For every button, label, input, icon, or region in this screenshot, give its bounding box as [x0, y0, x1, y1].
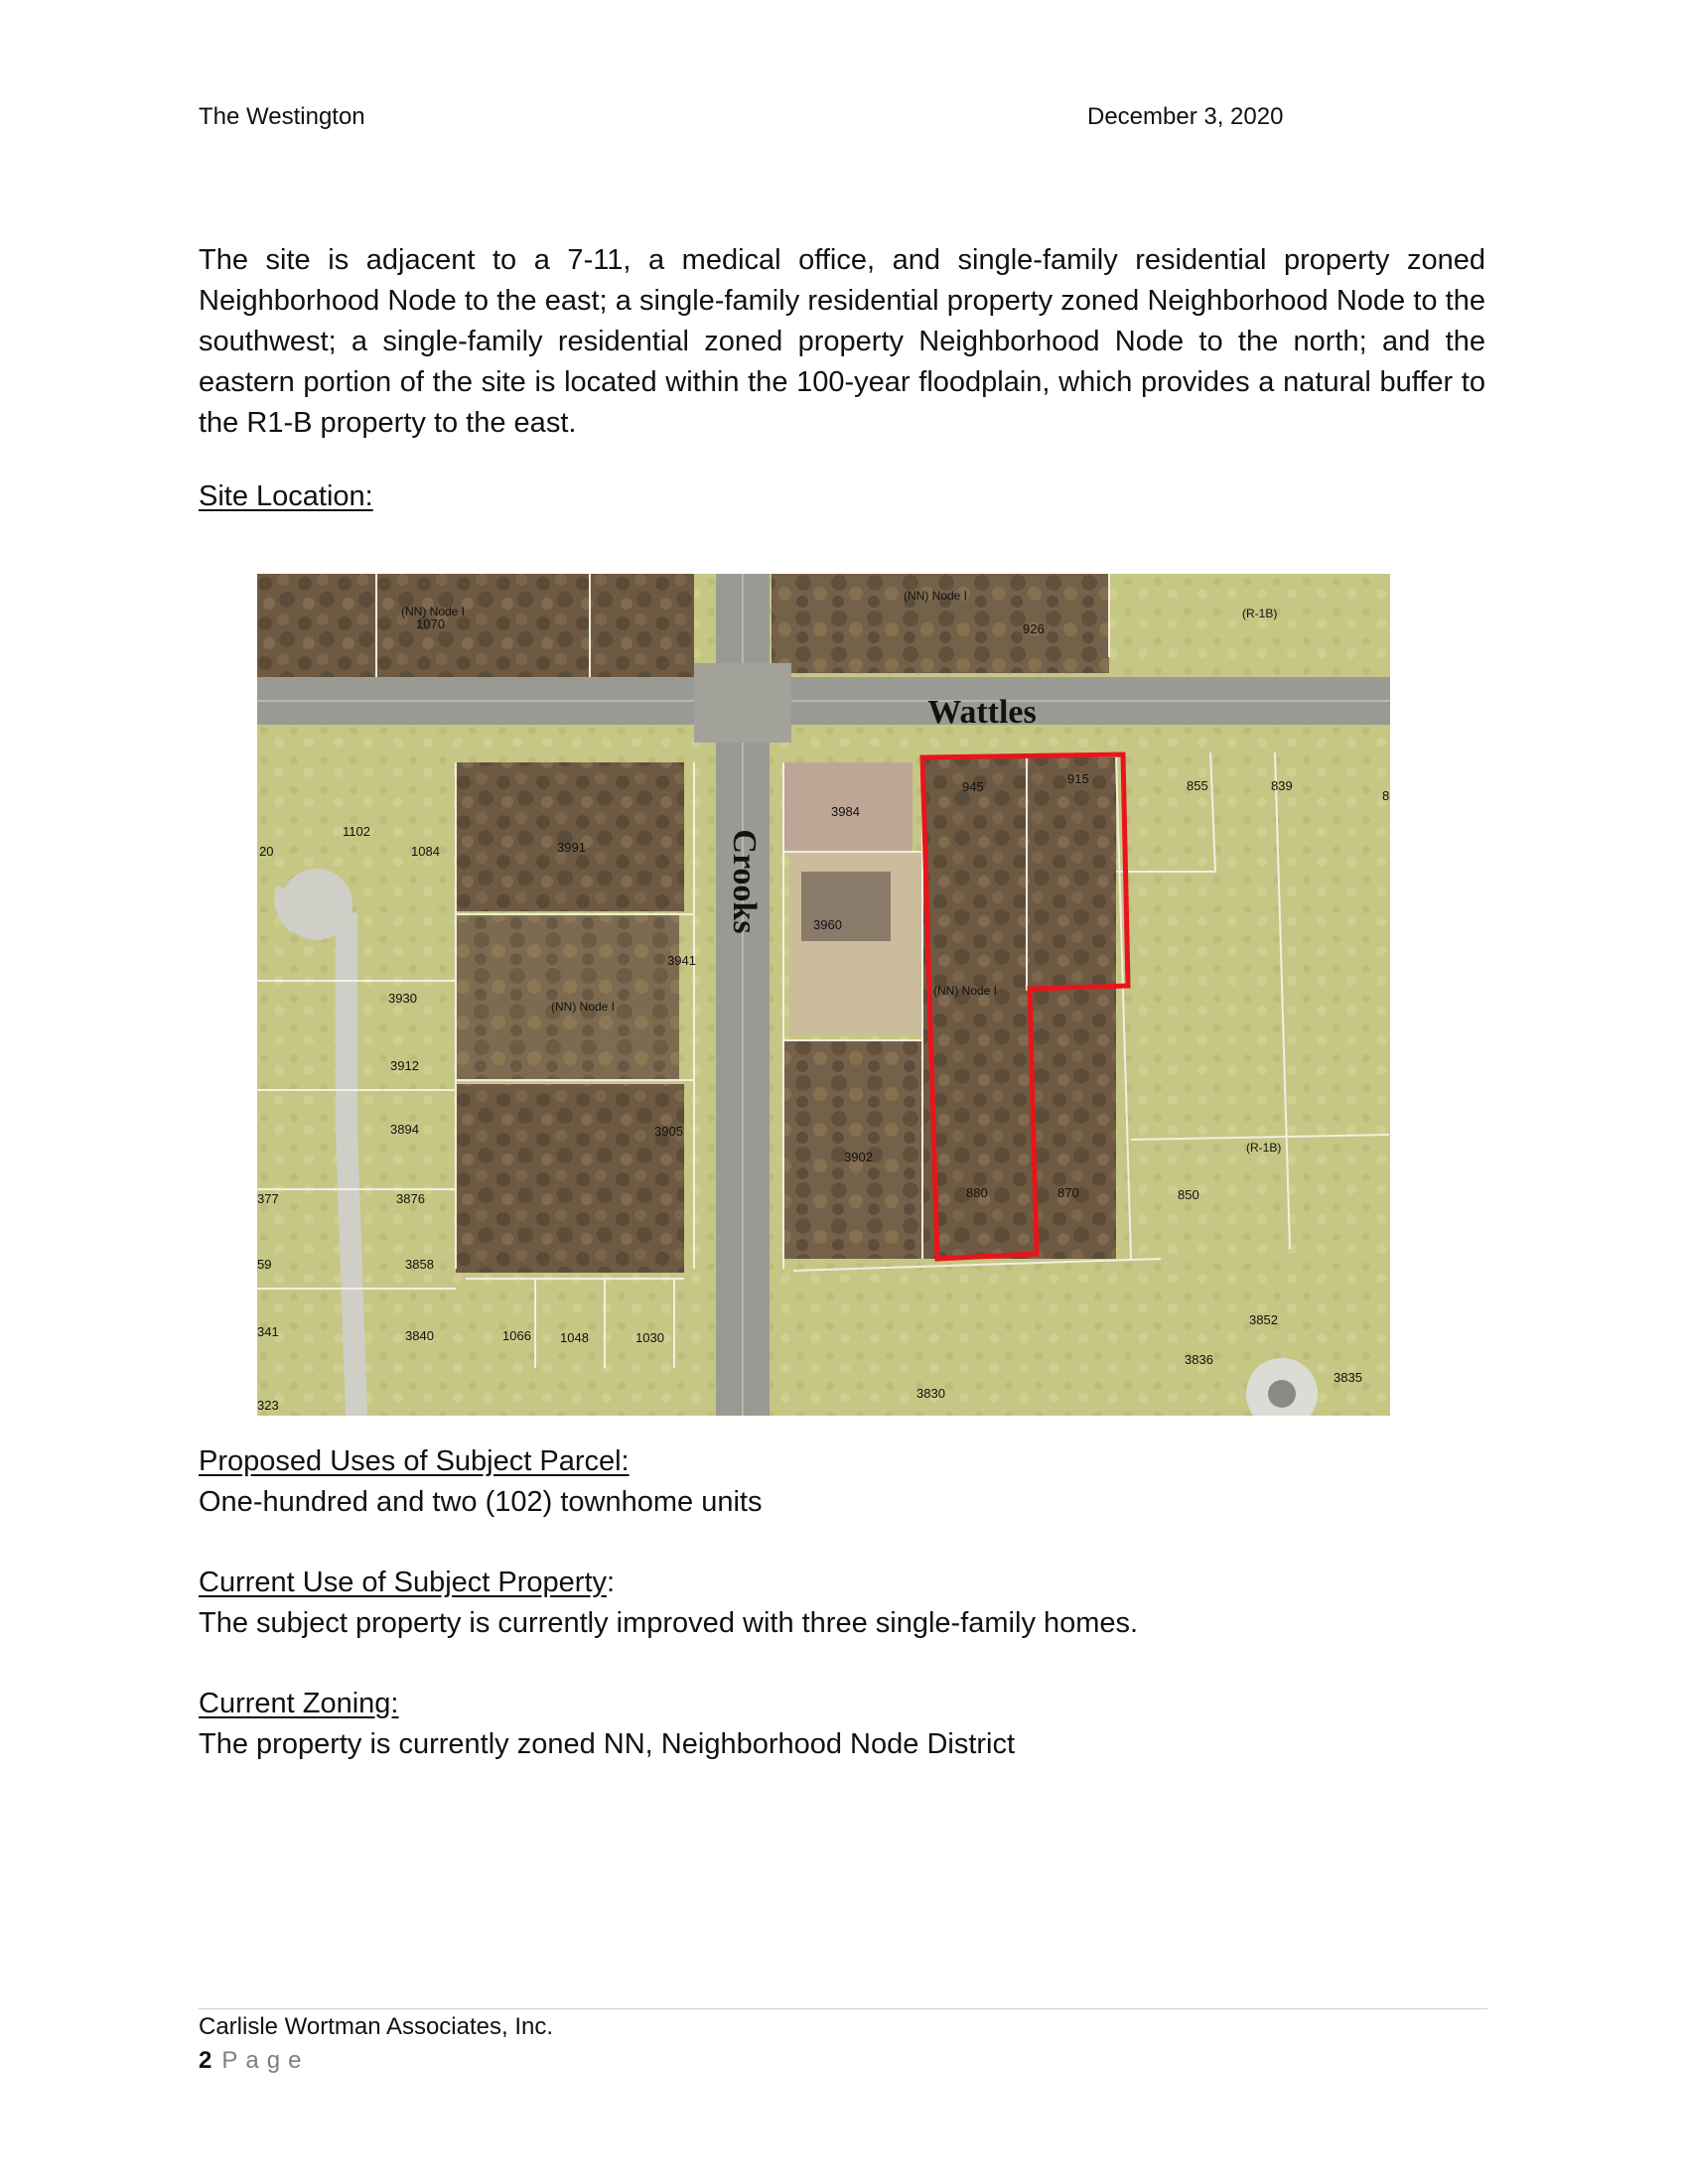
parcel-number: 915 — [1067, 771, 1089, 786]
street-label-wattles: Wattles — [927, 694, 1037, 731]
current-zoning-label: Current Zoning: — [199, 1688, 399, 1719]
current-use-text: The subject property is currently improved with three single-family homes. — [199, 1607, 1139, 1639]
parcel-number: 1066 — [502, 1328, 531, 1343]
parcel-number: 1030 — [635, 1330, 664, 1345]
zoning-label: (NN) Node I — [933, 984, 998, 998]
parcel-number: 839 — [1271, 778, 1293, 793]
proposed-uses-text: One-hundred and two (102) townhome units — [199, 1486, 763, 1518]
parcel-number: 3941 — [667, 953, 696, 968]
parcel-number: 1084 — [411, 844, 440, 859]
footer-company: Carlisle Wortman Associates, Inc. — [199, 2013, 554, 2040]
zoning-label: (NN) Node I — [904, 589, 968, 603]
current-use-label: Current Use of Subject Property — [199, 1567, 608, 1598]
parcel-number: 926 — [1023, 621, 1045, 636]
parcel-number: 3984 — [831, 804, 860, 819]
parcel-number: 945 — [962, 779, 984, 794]
parcel-number: 377 — [257, 1191, 279, 1206]
parcel-number: 870 — [1057, 1185, 1079, 1200]
site-location-map — [257, 574, 1390, 1416]
parcel-number: 323 — [257, 1398, 279, 1413]
proposed-uses-label: Proposed Uses of Subject Parcel: — [199, 1445, 630, 1477]
site-location-label: Site Location: — [199, 480, 373, 512]
parcel-number: 341 — [257, 1324, 279, 1339]
parcel-number: 20 — [259, 844, 274, 859]
parcel-number: 3912 — [390, 1058, 419, 1073]
header-title: The Westington — [199, 103, 365, 130]
zoning-label: (R-1B) — [1246, 1141, 1282, 1155]
footer-page — [199, 2047, 309, 2075]
parcel-number: 3858 — [405, 1257, 434, 1272]
parcel-number: 1070 — [416, 616, 445, 631]
parcel-number: 1048 — [560, 1330, 589, 1345]
parcel-number: 3905 — [654, 1124, 683, 1139]
parcel-number: 3835 — [1334, 1370, 1362, 1385]
parcel-number: 3960 — [813, 917, 842, 932]
parcel-number: 3830 — [916, 1386, 945, 1401]
current-use-heading — [199, 1563, 615, 1603]
current-use-colon: : — [607, 1567, 616, 1598]
page-number: 2 — [199, 2047, 212, 2074]
parcel-number: 855 — [1187, 778, 1208, 793]
parcel-number: 850 — [1178, 1187, 1199, 1202]
parcel-number: 3902 — [844, 1150, 873, 1164]
parcel-number: 8 — [1382, 788, 1390, 803]
parcel-number: 3930 — [388, 991, 417, 1006]
parcel-number: 3876 — [396, 1191, 425, 1206]
parcel-number: 880 — [966, 1185, 988, 1200]
parcel-number: 3836 — [1185, 1352, 1213, 1367]
header-date: December 3, 2020 — [1087, 103, 1284, 130]
parcel-number: 3894 — [390, 1122, 419, 1137]
parcel-number: 59 — [257, 1257, 272, 1272]
street-label-crooks: Crooks — [726, 829, 763, 934]
current-zoning-text: The property is currently zoned NN, Neighborhood Node District — [199, 1728, 1016, 1760]
zoning-label: (R-1B) — [1242, 607, 1278, 620]
parcel-number: 3852 — [1249, 1312, 1278, 1327]
zoning-label: (NN) Node I — [401, 605, 466, 618]
footer-rule — [199, 2008, 1487, 2009]
page-word: Page — [221, 2047, 310, 2074]
zoning-label: (NN) Node I — [551, 1000, 616, 1014]
parcel-number: 3840 — [405, 1328, 434, 1343]
intro-paragraph: The site is adjacent to a 7-11, a medical office, and single-family residential property zoned Neighborhood Node to the east; a single-family residential property zoned Neighborhood Node to the southwest; a single-family residential zoned property Neighborhood Node to the north; and the eastern portion of the site is located within the 100-year floodplain, which provides a natural buffer to the R1-B property to the east. — [199, 244, 1485, 439]
parcel-number: 1102 — [343, 824, 370, 839]
parcel-number: 3991 — [557, 840, 586, 855]
